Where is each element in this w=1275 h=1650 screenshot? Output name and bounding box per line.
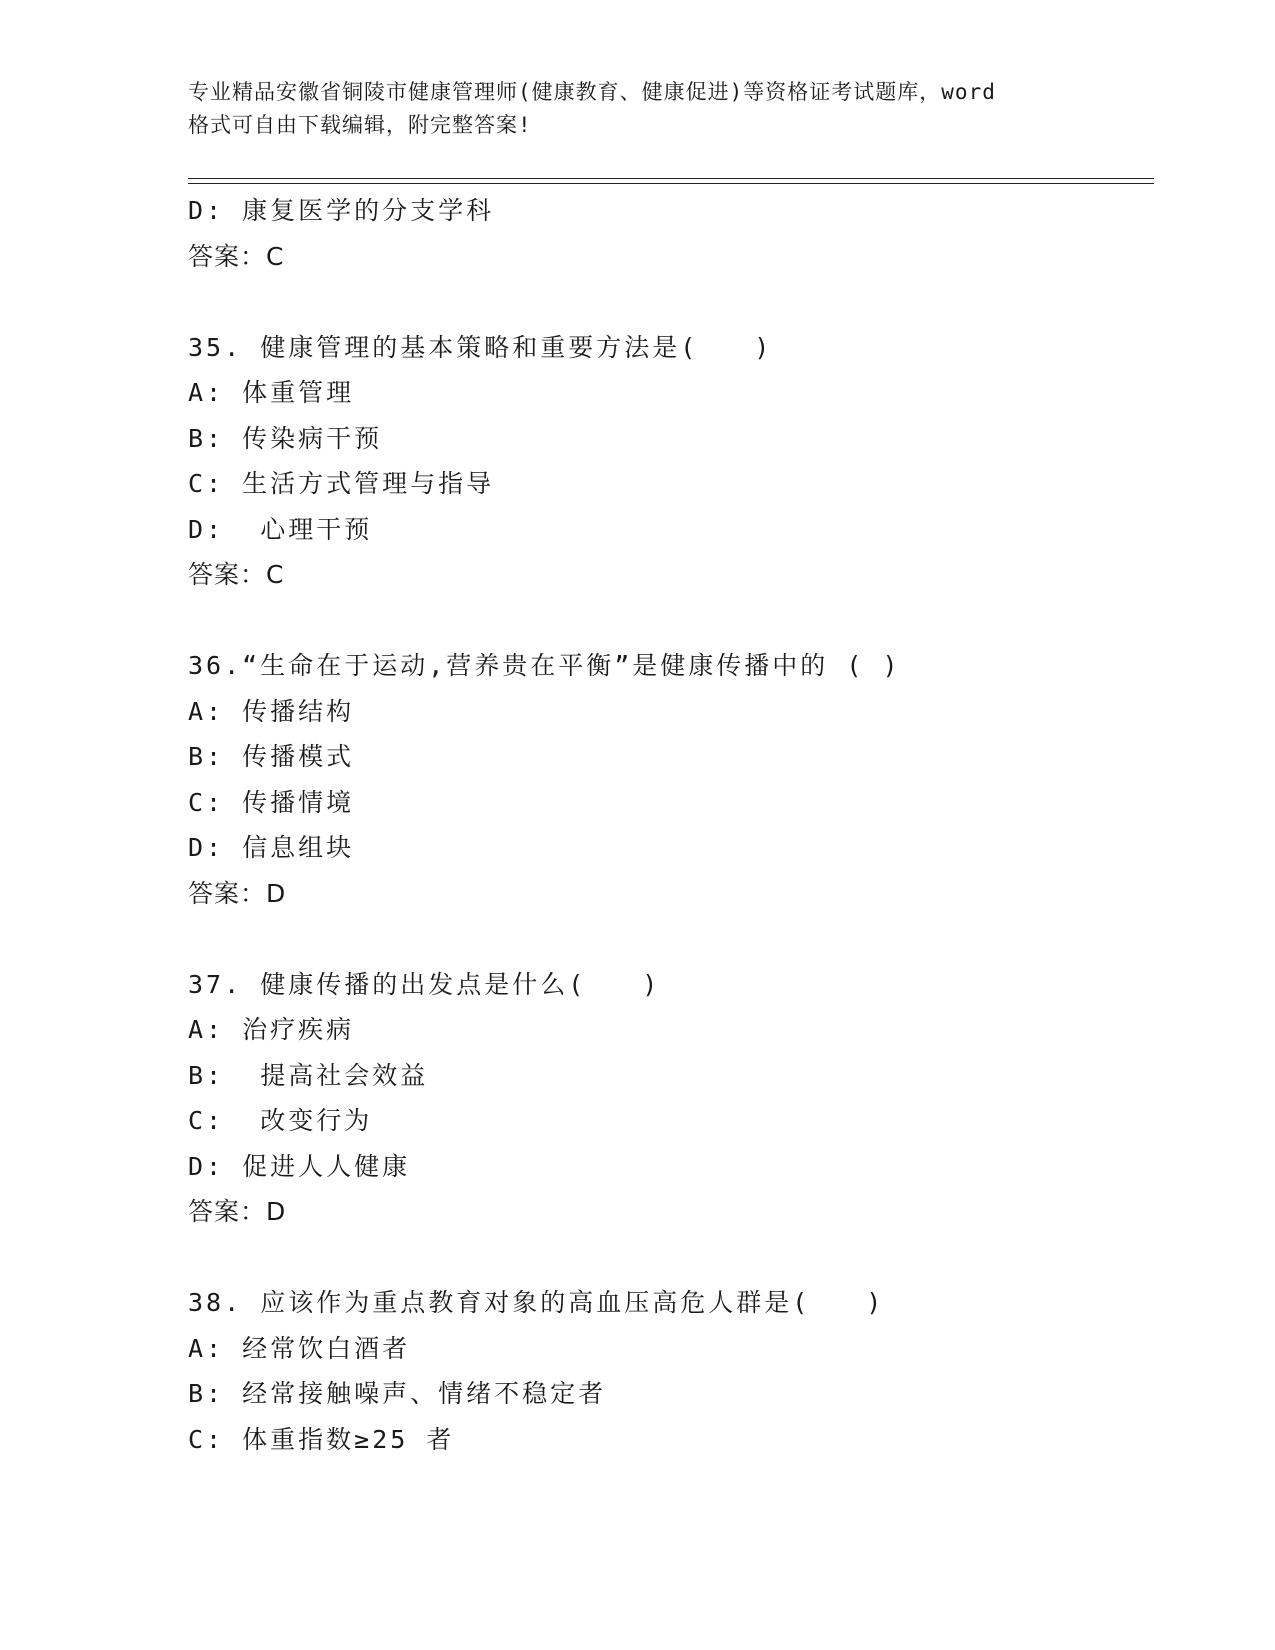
answer: 答案：D <box>188 878 287 908</box>
header-line-2: 格式可自由下载编辑，附完整答案! <box>188 113 532 137</box>
option-b: B: 传播模式 <box>188 742 355 771</box>
answer: 答案：C <box>188 560 285 589</box>
header-divider-bottom <box>188 183 1154 184</box>
option-b: B: 传染病干预 <box>188 423 383 453</box>
option-a: A: 经常饮白酒者 <box>188 1333 411 1363</box>
spacer <box>188 279 1148 325</box>
option-b: B: 提高社会效益 <box>188 1060 429 1090</box>
question-37 <box>188 962 1148 1235</box>
option-d: D: 促进人人健康 <box>188 1151 411 1181</box>
option-d: D: 信息组块 <box>188 833 355 862</box>
option-c: C: 传播情境 <box>188 787 355 817</box>
option-d: D: 心理干预 <box>188 514 373 544</box>
question-35 <box>188 325 1148 598</box>
answer: 答案：C <box>188 241 285 271</box>
spacer <box>188 598 1148 644</box>
header-divider-top <box>188 178 1154 179</box>
question-36 <box>188 643 1148 916</box>
option-c: C: 改变行为 <box>188 1106 373 1135</box>
option-a: A: 体重管理 <box>188 378 355 407</box>
question-text: 38. 应该作为重点教育对象的高血压高危人群是( ) <box>188 1288 885 1317</box>
option-b: B: 经常接触噪声、情绪不稳定者 <box>188 1379 607 1408</box>
document-header <box>188 76 1088 142</box>
previous-question-tail <box>188 188 1148 279</box>
option-d: D: 康复医学的分支学科 <box>188 196 495 225</box>
answer: 答案：D <box>188 1197 287 1226</box>
option-c: C: 生活方式管理与指导 <box>188 469 495 498</box>
spacer <box>188 1235 1148 1281</box>
question-list <box>188 188 1148 1462</box>
header-line-1: 专业精品安徽省铜陵市健康管理师(健康教育、健康促进)等资格证考试题库，word <box>188 80 996 104</box>
option-a: A: 治疗疾病 <box>188 1015 355 1044</box>
option-c: C: 体重指数≥25 者 <box>188 1424 455 1454</box>
spacer <box>188 916 1148 962</box>
question-text: 37. 健康传播的出发点是什么( ) <box>188 969 661 999</box>
question-text: 36.“生命在于运动,营养贵在平衡”是健康传播中的 ( ) <box>188 651 901 680</box>
question-text: 35. 健康管理的基本策略和重要方法是( ) <box>188 332 773 362</box>
question-38 <box>188 1280 1148 1462</box>
option-a: A: 传播结构 <box>188 696 355 726</box>
